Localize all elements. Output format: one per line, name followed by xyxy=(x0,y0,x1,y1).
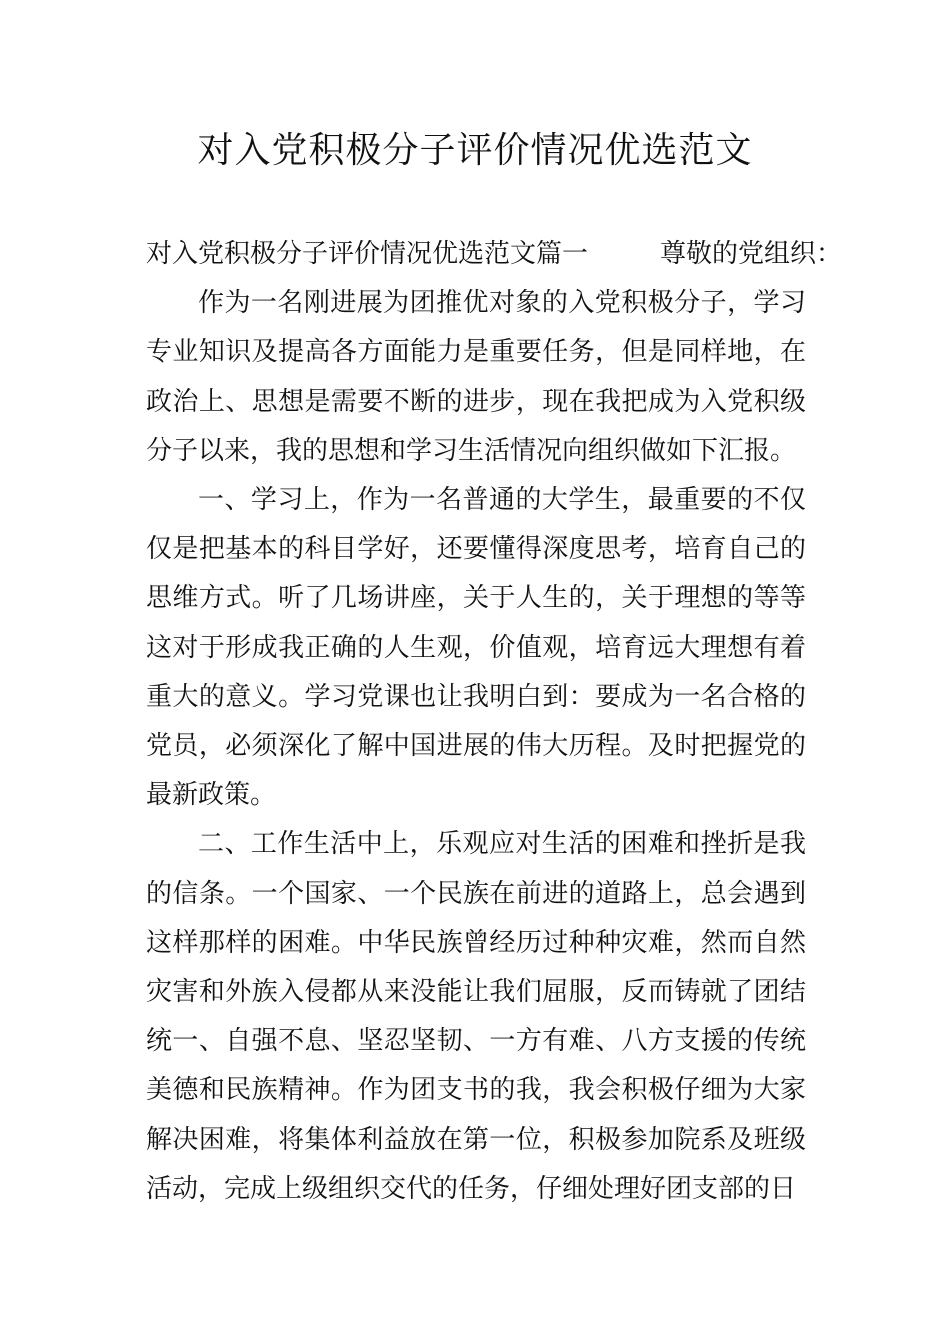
section-heading: 对入党积极分子评价情况优选范文篇一 xyxy=(146,239,589,269)
paragraph-work-life: 二、工作生活中上，乐观应对生活的困难和挫折是我的信条。一个国家、一个民族在前进的道路上，总会遇到这样那样的困难。中华民族曾经历过种种灾难，然而自然灾害和外族入侵都从来没能让我们屈服，反而铸就了团结统一、自强不息、坚忍坚韧、一方有难、八方支援的传统美德和民族精神。作为团支书的我，我会积极仔细为大家解决困难，将集体利益放在第一位，积极参加院系及班级活动，完成上级组织交代的任务，仔细处理好团支部的日 xyxy=(146,829,806,1204)
document-body xyxy=(146,230,843,1214)
heading-line xyxy=(146,230,843,279)
salutation: 尊敬的党组织： xyxy=(660,239,843,269)
document-title: 对入党积极分子评价情况优选范文 xyxy=(197,130,753,171)
paragraph-study: 一、学习上，作为一名普通的大学生，最重要的不仅仅是把基本的科目学好，还要懂得深度思考，培育自己的思维方式。听了几场讲座，关于人生的，关于理想的等等这对于形成我正确的人生观，价值观，培育远大理想有着重大的意义。学习党课也让我明白到：要成为一名合格的党员，必须深化了解中国进展的伟大历程。及时把握党的最新政策。 xyxy=(146,485,806,811)
paragraph-intro: 作为一名刚进展为团推优对象的入党积极分子，学习专业知识及提高各方面能力是重要任务，但是同样地，在政治上、思想是需要不断的进步，现在我把成为入党积级分子以来，我的思想和学习生活情况向组织做如下汇报。 xyxy=(146,288,806,466)
